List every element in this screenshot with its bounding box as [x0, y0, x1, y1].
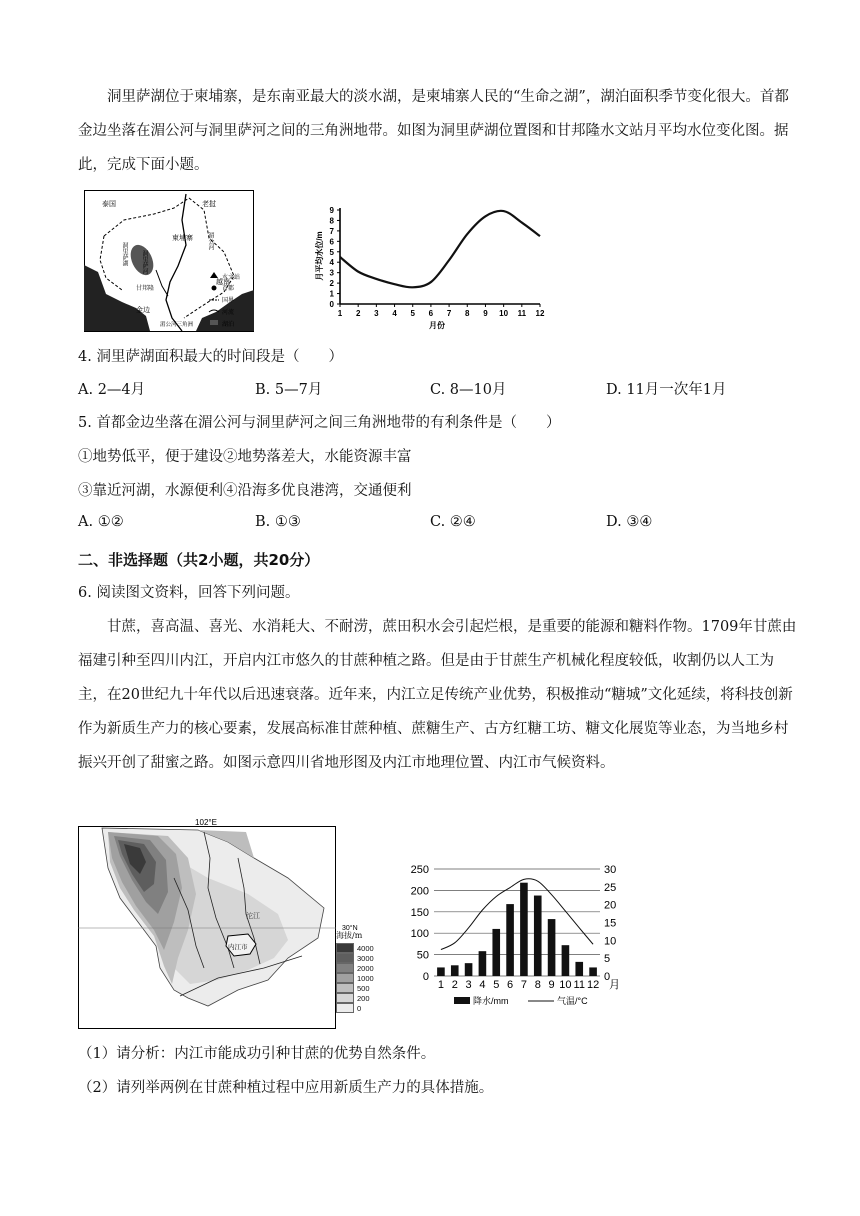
- precip-bar: [492, 929, 500, 976]
- chart2-right-tick-label: 5: [604, 953, 611, 966]
- map2-legend-value: 4000: [357, 943, 374, 953]
- chart2-x-tick-label: 10: [559, 979, 572, 991]
- precip-bar: [520, 883, 528, 976]
- chart1-x-tick-label: 6: [428, 309, 434, 318]
- legend-precip-swatch: [454, 997, 470, 1004]
- water-level-line-chart: [312, 200, 552, 335]
- precip-bar: [562, 945, 570, 976]
- question-6-passage: 甘蔗，喜高温、喜光、水消耗大、不耐涝，蔗田积水会引起烂根，是重要的能源和糖料作物。1709年甘蔗由福建引种至四川内江，开启内江市悠久的甘蔗种植之路。但是由于甘蔗生产机械化程度较低，收割仍以人工为主，在20世纪九十年代以后迅速衰落。近年来，内江立足传统产业优势，积极推动“糖城”文化延续，将科技创新作为新质生产力的核心要素，发展高标准甘蔗种植、蔗糖生产、古方红糖工坊、糖文化展览等业态，为当地乡村振兴开创了甜蜜之路。如图示意四川省地形图及内江市地理位置、内江市气候资料。: [78, 619, 797, 771]
- question-intro: 洞里萨湖位于柬埔寨，是东南亚最大的淡水湖，是柬埔寨人民的“生命之湖”，湖泊面积季节变化很大。首都金边坐落在湄公河与洞里萨河之间的三角洲地带。如图为洞里萨湖位置图和甘邦隆水文站月平均水位变化图。据此，完成下面小题。: [78, 89, 789, 173]
- question-4-stem: 4. 洞里萨湖面积最大的时间段是（ ）: [78, 349, 343, 365]
- precip-bar: [506, 904, 514, 976]
- question-6-stem: 6. 阅读图文资料，回答下列问题。: [78, 585, 300, 601]
- chart2-x-tick-label: 12: [586, 979, 600, 991]
- chart1-y-axis-label: 月平均水位/m: [315, 231, 324, 281]
- chart2-right-tick-label: 30: [604, 864, 617, 876]
- legend-temp-label: 气温/°C: [557, 996, 588, 1006]
- map2-legend-swatch: [336, 993, 354, 1003]
- chart1-x-tick-label: 1: [337, 309, 343, 318]
- precip-bar: [465, 963, 473, 976]
- map2-legend-row: [336, 943, 386, 953]
- chart2-x-tick-label: 11: [573, 979, 585, 991]
- chart2-x-unit: 月: [609, 979, 620, 991]
- chart1-x-tick-label: 12: [535, 309, 545, 318]
- map1-label-tonle-sap-lake: 洞里萨湖: [121, 242, 127, 266]
- map1-legend-lake: 湖泊: [222, 322, 235, 328]
- map2-legend-swatch: [336, 1003, 354, 1013]
- map2-river-label: 沱江: [246, 913, 260, 920]
- map1-label-phnom-penh: 金边: [136, 307, 150, 314]
- precip-bar: [575, 962, 583, 976]
- chart2-left-tick-label: 150: [410, 906, 429, 919]
- map2-legend-row: [336, 983, 386, 993]
- section-heading: 二、非选择题（共2小题，共20分）: [78, 551, 320, 569]
- q5-option-c[interactable]: C. ②④: [430, 514, 476, 530]
- chart2-x-tick-label: 1: [437, 979, 444, 991]
- chart1-x-tick-label: 4: [392, 309, 397, 318]
- chart2-left-tick-label: 50: [416, 949, 429, 962]
- chart1-x-tick-label: 8: [465, 309, 470, 318]
- chart1-y-tick-label: 2: [329, 279, 334, 289]
- map2-legend-title: 海拔/m: [336, 931, 363, 940]
- chart1-y-tick-label: 4: [329, 258, 334, 268]
- map1-label-delta: 湄公河三角洲: [160, 322, 194, 328]
- question-5-statements-1: ①地势低平，便于建设②地势落差大，水能资源丰富: [78, 449, 412, 465]
- map2-longitude-label: 102°E: [195, 818, 217, 827]
- chart2-x-tick-label: 3: [465, 979, 472, 991]
- map2-legend-row: [336, 963, 386, 973]
- precip-bar: [548, 919, 556, 976]
- chart2-left-tick-label: 0: [422, 971, 429, 983]
- chart1-x-tick-label: 10: [499, 309, 509, 318]
- map2-legend-swatch: [336, 983, 354, 993]
- map1-label-vietnam: 越南: [216, 279, 230, 286]
- chart2-left-tick-label: 100: [410, 928, 429, 941]
- map2-legend-value: 1000: [357, 973, 374, 983]
- q5-option-b[interactable]: B. ①③: [255, 514, 301, 530]
- map1-label-mekong: 湄公河: [207, 232, 213, 250]
- precip-bar: [437, 967, 445, 976]
- tonle-sap-location-map: [84, 190, 254, 332]
- chart1-x-tick-label: 3: [374, 309, 379, 318]
- map2-legend-row: [336, 953, 386, 963]
- map1-label-laos: 老挝: [202, 201, 216, 208]
- chart1-y-tick-label: 7: [329, 226, 334, 236]
- map2-city-label: 内江市: [228, 944, 248, 951]
- chart2-x-tick-label: 9: [548, 979, 555, 991]
- map1-label-kampong-luong: 甘邦隆: [136, 286, 155, 292]
- chart1-x-tick-label: 7: [446, 309, 452, 318]
- map1-legend-station: 水文站: [222, 275, 241, 281]
- map2-legend-value: 500: [357, 983, 370, 993]
- chart2-right-tick-label: 25: [604, 881, 617, 894]
- chart2-right-tick-label: 20: [604, 899, 617, 912]
- chart2-x-tick-label: 5: [493, 979, 500, 991]
- map2-legend-value: 200: [357, 993, 370, 1003]
- map2-legend-swatch: [336, 973, 354, 983]
- chart1-x-axis-label: 月份: [429, 321, 445, 330]
- map2-latitude-label: 30°N: [342, 925, 358, 932]
- chart1-x-tick-label: 9: [483, 309, 488, 318]
- chart1-x-tick-label: 11: [517, 309, 527, 318]
- q5-option-a[interactable]: A. ①②: [78, 514, 124, 530]
- map2-legend-value: 3000: [357, 953, 374, 963]
- chart2-x-tick-label: 2: [451, 979, 458, 991]
- map2-legend-row: [336, 973, 386, 983]
- q4-option-c[interactable]: C. 8—10月: [430, 382, 507, 398]
- map1-label-cambodia: 柬埔寨: [172, 235, 193, 242]
- map2-legend-row: [336, 1003, 386, 1013]
- temperature-curve: [441, 879, 593, 950]
- question-5-statements-2: ③靠近河湖，水源便利④沿海多优良港湾，交通便利: [78, 483, 412, 499]
- chart2-x-tick-label: 7: [520, 979, 527, 991]
- question-4-options: [78, 378, 798, 408]
- chart1-y-tick-label: 8: [329, 216, 334, 226]
- chart2-left-tick-label: 200: [410, 885, 429, 898]
- chart2-x-tick-label: 6: [507, 979, 514, 991]
- chart2-x-tick-label: 4: [479, 979, 486, 991]
- chart2-right-tick-label: 10: [604, 935, 617, 948]
- chart1-y-tick-label: 3: [329, 268, 334, 278]
- water-level-line: [340, 211, 540, 288]
- map1-legend-capital: 首都: [222, 286, 235, 292]
- map2-legend-value: 0: [357, 1003, 362, 1013]
- question-6-sub-2: （2）请列举两例在甘蔗种植过程中应用新质生产力的具体措施。: [78, 1080, 494, 1096]
- chart1-y-tick-label: 5: [329, 247, 334, 257]
- map2-legend-swatch: [336, 963, 354, 973]
- q4-option-b[interactable]: B. 5—7月: [255, 382, 323, 398]
- chart1-x-tick-label: 5: [410, 309, 415, 318]
- map1-legend-border: 国界: [222, 298, 235, 304]
- precip-bar: [451, 965, 459, 976]
- chart1-y-tick-label: 0: [329, 300, 334, 309]
- precip-bar: [589, 967, 597, 976]
- q5-option-d[interactable]: D. ③④: [606, 514, 653, 530]
- chart1-y-tick-label: 9: [329, 206, 334, 215]
- map2-legend-swatch: [336, 943, 354, 953]
- map2-legend-swatch: [336, 953, 354, 963]
- chart2-right-tick-label: 15: [604, 917, 617, 930]
- map2-legend-value: 2000: [357, 963, 374, 973]
- question-5-options: [78, 514, 798, 544]
- map1-legend-river: 河流: [222, 310, 235, 316]
- chart1-y-tick-label: 6: [329, 237, 334, 247]
- chart1-y-tick-label: 1: [329, 289, 334, 299]
- map1-label-thailand: 泰国: [102, 201, 116, 208]
- question-5-stem: 5. 首都金边坐落在湄公河与洞里萨河之间三角洲地带的有利条件是（ ）: [78, 415, 561, 431]
- map2-legend-row: [336, 993, 386, 1003]
- q4-option-a[interactable]: A. 2—4月: [78, 382, 146, 398]
- map2-elevation-legend: [336, 930, 386, 1013]
- chart1-x-tick-label: 2: [355, 309, 361, 318]
- neijiang-climate-chart: [404, 858, 626, 1016]
- map1-label-tonle-sap-river: 洞里萨河: [141, 250, 147, 274]
- precip-bar: [479, 951, 487, 976]
- chart2-right-tick-label: 0: [604, 971, 611, 983]
- legend-precip-label: 降水/mm: [473, 996, 509, 1006]
- precip-bar: [534, 896, 542, 976]
- chart2-left-tick-label: 250: [410, 864, 429, 876]
- chart2-x-tick-label: 8: [534, 979, 541, 991]
- question-6-sub-1: （1）请分析：内江市能成功引种甘蔗的优势自然条件。: [78, 1046, 436, 1062]
- q4-option-d[interactable]: D. 11月一次年1月: [606, 382, 727, 398]
